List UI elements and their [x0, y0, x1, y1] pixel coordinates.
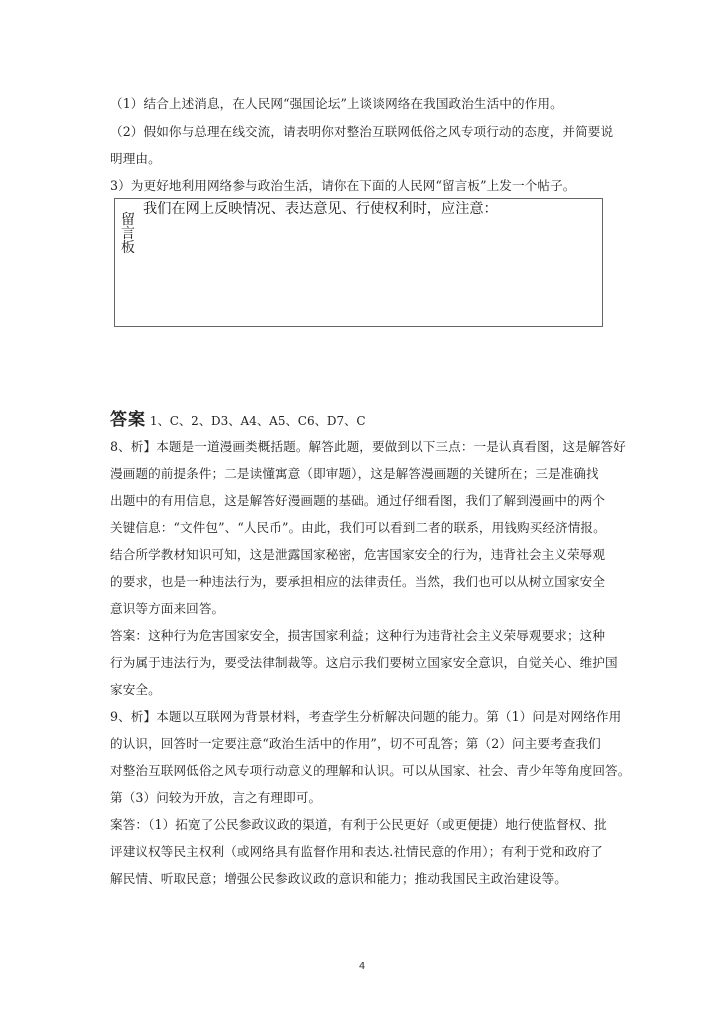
question-3: 3）为更好地利用网络参与政治生活，请你在下面的人民网“留言板”上发一个帖子。 [110, 178, 576, 193]
message-board-text: 我们在网上反映情况、表达意见、行使权利时，应注意： [143, 201, 498, 217]
answer-line: 漫画题的前提条件；二是读懂寓意（即审题），这是解答漫画题的关键所在；三是准确找 [110, 466, 599, 481]
answer-line: 的认识，回答时一定要注意“政治生活中的作用”，切不可乱答；第（2）问主要考查我们 [110, 736, 601, 751]
answer-line: 意识等方面来回答。 [110, 601, 225, 616]
message-board [114, 198, 603, 327]
answer-line: 评建议权等民主权利（或网络具有监督作用和表达.社情民意的作用）；有利于党和政府了 [110, 844, 603, 859]
answer-line: 行为属于违法行为，要受法律制裁等。这启示我们要树立国家安全意识，自觉关心、维护国 [110, 655, 618, 670]
question-2: （2）假如你与总理在线交流，请表明你对整治互联网低俗之风专项行动的态度，并简要说 [110, 124, 614, 139]
answer-line: 解民情、听取民意；增强公民参政议政的意识和能力；推动我国民主政治建设等。 [110, 871, 567, 886]
answer-title: 答案 [110, 410, 146, 430]
answer-line: 关键信息：“文件包”、“人民币”。由此，我们可以看到二者的联系，用钱购买经济情报。 [110, 520, 606, 535]
answer-line: 对整治互联网低俗之风专项行动意义的理解和认识。可以从国家、社会、青少年等角度回答。 [110, 763, 631, 778]
answer-line: 案答：（1）拓宽了公民参政议政的渠道，有利于公民更好（或更便捷）地行使监督权、批 [110, 817, 607, 832]
answer-line: 家安全。 [110, 682, 161, 697]
message-board-label: 留言板 [121, 212, 135, 256]
page-number: 4 [358, 961, 366, 972]
answer-choices: 1、C、2、D3、A4、A5、C6、D7、C [146, 414, 366, 428]
answer-line: 8、析】本题是一道漫画类概括题。解答此题，要做到以下三点：一是认真看图，这是解答好 [110, 439, 626, 454]
answer-line: 第（3）问较为开放，言之有理即可。 [110, 790, 322, 805]
answer-heading [110, 411, 366, 430]
answer-line: 9、析】本题以互联网为背景材料，考查学生分析解决问题的能力。第（1）问是对网络作用 [110, 709, 622, 724]
answer-line: 的要求，也是一种违法行为，要承担相应的法律责任。当然，我们也可以从树立国家安全 [110, 574, 606, 589]
answer-line: 结合所学教材知识可知，这是泄露国家秘密，危害国家安全的行为，违背社会主义荣辱观 [110, 547, 606, 562]
question-1: （1）结合上述消息，在人民网“强国论坛”上谈谈网络在我国政治生活中的作用。 [110, 96, 563, 111]
answer-line: 答案：这种行为危害国家安全，损害国家利益；这种行为违背社会主义荣辱观要求；这种 [110, 628, 606, 643]
question-2-continued: 明理由。 [110, 151, 161, 166]
answer-line: 出题中的有用信息，这是解答好漫画题的基础。通过仔细看图，我们了解到漫画中的两个 [110, 493, 606, 508]
